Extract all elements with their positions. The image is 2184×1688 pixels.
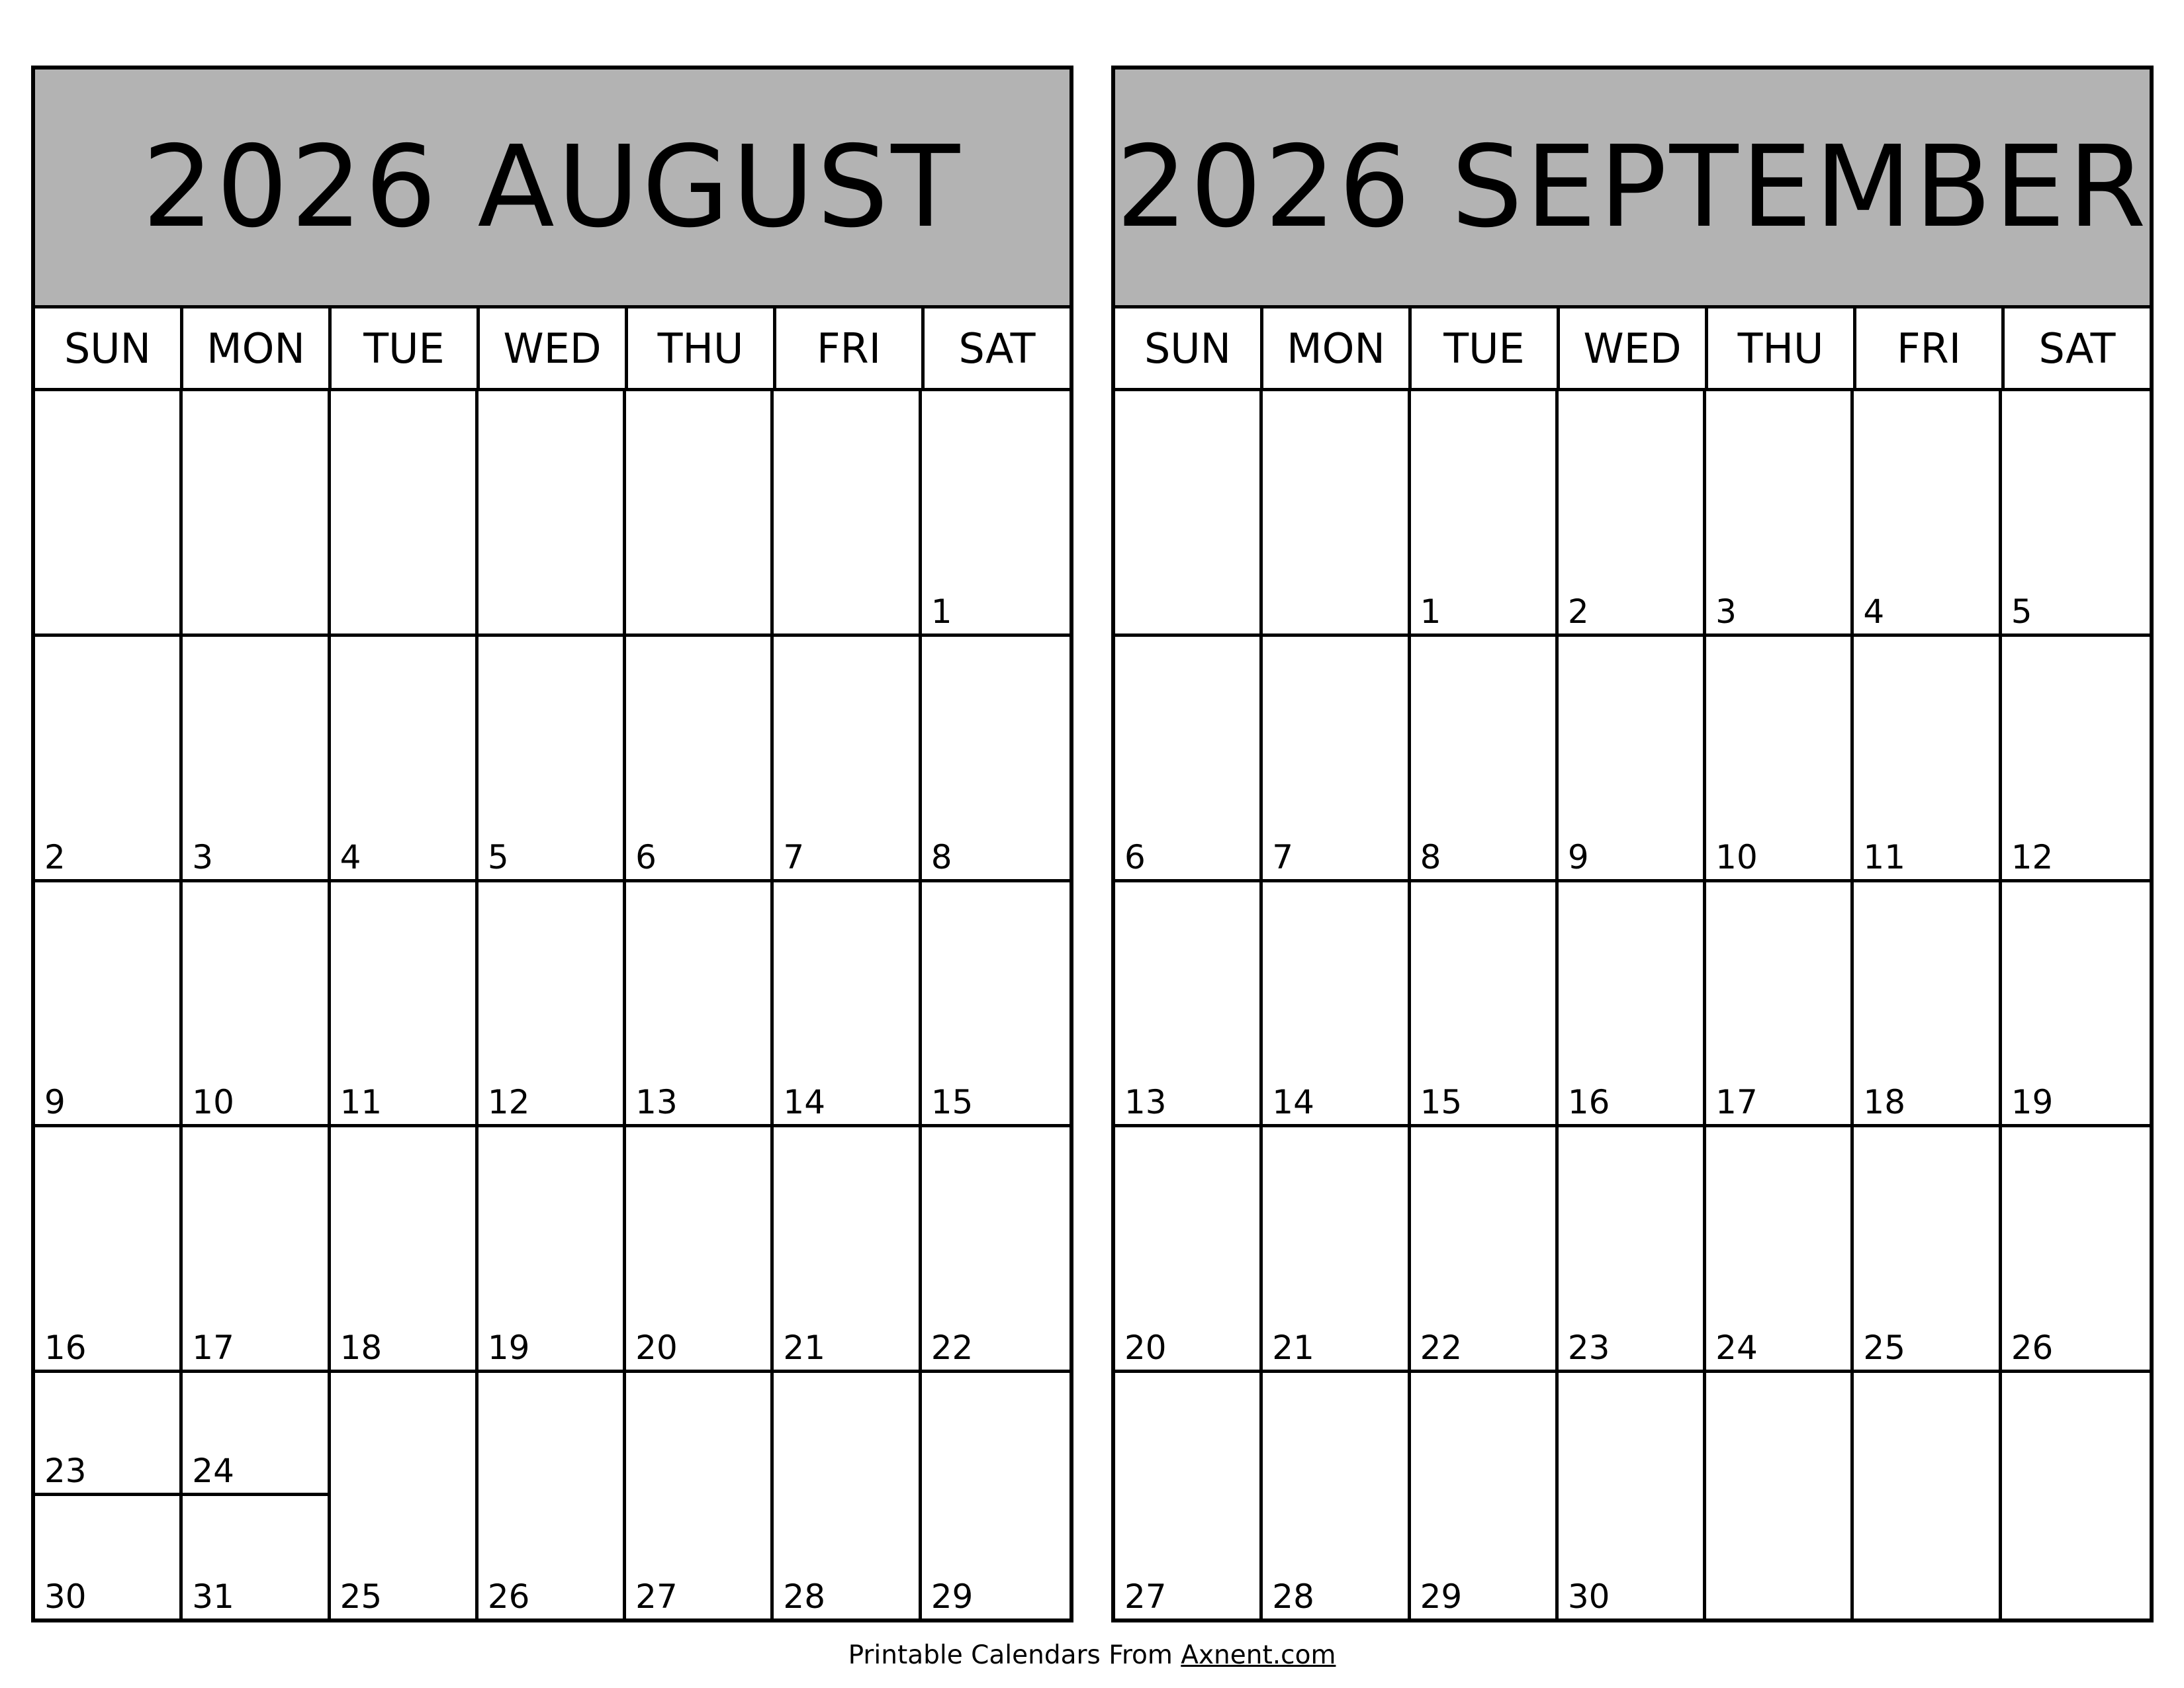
day-cell [774, 391, 921, 637]
day-number: 11 [340, 1083, 383, 1122]
day-cell [183, 1127, 330, 1373]
day-cell [331, 1127, 478, 1373]
weekday-wed: WED [1557, 308, 1705, 388]
day-cell [1854, 1373, 2001, 1618]
day-cell [1115, 637, 1263, 882]
day-number: 27 [635, 1577, 678, 1616]
day-number: 5 [2011, 592, 2032, 631]
day-cell [2002, 1373, 2150, 1618]
day-number: 26 [2011, 1329, 2054, 1368]
day-cell [478, 882, 626, 1128]
weekday-thu: THU [1705, 308, 1853, 388]
day-cell [922, 882, 1069, 1128]
day-number: 25 [340, 1577, 383, 1616]
day-cell [1411, 637, 1559, 882]
day-cell [626, 882, 774, 1128]
weekday-header-row [1115, 308, 2150, 391]
day-cell [1263, 882, 1410, 1128]
day-number: 11 [1863, 837, 1906, 876]
day-cell [774, 637, 921, 882]
day-cell [774, 882, 921, 1128]
day-number: 4 [340, 837, 361, 876]
day-number: 4 [1863, 592, 1885, 631]
day-cell [35, 1496, 183, 1618]
day-cell [626, 637, 774, 882]
day-cell [1263, 1373, 1410, 1618]
day-number: 9 [44, 1083, 66, 1122]
day-number: 18 [1863, 1083, 1906, 1122]
day-cell [1854, 882, 2001, 1128]
day-number: 10 [1715, 837, 1758, 876]
day-number: 24 [1715, 1329, 1758, 1368]
day-cell [35, 637, 183, 882]
day-cell [35, 882, 183, 1128]
day-number: 21 [1272, 1329, 1314, 1368]
day-cell [1706, 1373, 1854, 1618]
day-cell [1706, 1127, 1854, 1373]
weekday-sun: SUN [1144, 324, 1232, 373]
day-cell [922, 637, 1069, 882]
day-number: 16 [44, 1329, 87, 1368]
day-number: 13 [1124, 1083, 1167, 1122]
footer-link[interactable]: Axnent.com [1181, 1640, 1336, 1670]
august-calendar [31, 66, 1073, 1622]
day-number: 25 [1863, 1329, 1906, 1368]
day-cell [1706, 391, 1854, 637]
footer [0, 1640, 2184, 1670]
day-cell [2002, 1127, 2150, 1373]
footer-text: Printable Calendars From [848, 1640, 1181, 1670]
day-number: 20 [1124, 1329, 1167, 1368]
month-title: 2026 AUGUST [35, 70, 1069, 308]
day-grid [35, 391, 1069, 1618]
day-number: 28 [783, 1577, 826, 1616]
day-number: 29 [1420, 1577, 1463, 1616]
day-cell [331, 1373, 478, 1618]
day-number: 19 [2011, 1083, 2054, 1122]
day-cell [1854, 637, 2001, 882]
day-cell [626, 1373, 774, 1618]
day-cell [1115, 1373, 1263, 1618]
day-number: 14 [1272, 1083, 1314, 1122]
day-number: 2 [1567, 592, 1589, 631]
day-cell [1411, 1127, 1559, 1373]
day-cell [1411, 882, 1559, 1128]
month-title: 2026 SEPTEMBER [1115, 70, 2150, 308]
day-number: 6 [1124, 837, 1146, 876]
day-cell [922, 1127, 1069, 1373]
day-cell [2002, 882, 2150, 1128]
day-cell [1706, 637, 1854, 882]
weekday-mon: MON [1260, 308, 1408, 388]
day-number: 15 [1420, 1083, 1463, 1122]
day-cell [1854, 391, 2001, 637]
day-number: 6 [635, 837, 657, 876]
weekday-thu: THU [625, 308, 773, 388]
day-number: 23 [44, 1451, 87, 1490]
day-cell [1263, 637, 1410, 882]
day-number: 13 [635, 1083, 678, 1122]
day-cell [1263, 1127, 1410, 1373]
weekday-sat: SAT [921, 308, 1069, 388]
day-cell [183, 391, 330, 637]
day-cell [478, 1127, 626, 1373]
day-number: 1 [931, 592, 952, 631]
day-number: 30 [1567, 1577, 1610, 1616]
day-number: 5 [487, 837, 509, 876]
day-number: 12 [487, 1083, 530, 1122]
day-cell [183, 1496, 330, 1618]
day-number: 14 [783, 1083, 826, 1122]
day-cell [1559, 882, 1706, 1128]
day-number: 3 [192, 837, 214, 876]
day-cell [1263, 391, 1410, 637]
day-cell [2002, 637, 2150, 882]
day-number: 29 [931, 1577, 974, 1616]
day-number: 2 [44, 837, 66, 876]
day-cell [331, 882, 478, 1128]
day-number: 1 [1420, 592, 1441, 631]
weekday-fri: FRI [1853, 308, 2001, 388]
day-cell [1854, 1127, 2001, 1373]
day-number: 19 [487, 1329, 530, 1368]
day-number: 22 [931, 1329, 974, 1368]
day-number: 7 [783, 837, 805, 876]
day-cell [922, 391, 1069, 637]
day-cell [35, 1373, 183, 1495]
day-cell [478, 1373, 626, 1618]
day-number: 20 [635, 1329, 678, 1368]
day-cell [35, 1127, 183, 1373]
day-cell [1559, 637, 1706, 882]
weekday-sun: SUN [64, 324, 152, 373]
day-cell [331, 391, 478, 637]
day-number: 26 [487, 1577, 530, 1616]
day-number: 7 [1272, 837, 1294, 876]
day-cell [1559, 1127, 1706, 1373]
weekday-header-row [35, 308, 1069, 391]
weekday-tue: TUE [1408, 308, 1557, 388]
day-number: 18 [340, 1329, 383, 1368]
day-number: 27 [1124, 1577, 1167, 1616]
day-grid [1115, 391, 2150, 1618]
day-number: 28 [1272, 1577, 1314, 1616]
day-number: 12 [2011, 837, 2054, 876]
day-cell [1115, 882, 1263, 1128]
day-number: 23 [1567, 1329, 1610, 1368]
day-cell [183, 637, 330, 882]
day-number: 21 [783, 1329, 826, 1368]
day-number: 31 [192, 1577, 234, 1616]
day-number: 8 [931, 837, 952, 876]
day-cell [1115, 1127, 1263, 1373]
day-number: 16 [1567, 1083, 1610, 1122]
day-number: 10 [192, 1083, 234, 1122]
day-cell [183, 1373, 330, 1495]
weekday-tue: TUE [328, 308, 477, 388]
day-cell [626, 1127, 774, 1373]
day-number: 22 [1420, 1329, 1463, 1368]
day-cell [478, 637, 626, 882]
day-number: 3 [1715, 592, 1737, 631]
day-cell [331, 637, 478, 882]
day-cell [774, 1127, 921, 1373]
day-cell [1115, 391, 1263, 637]
weekday-sat: SAT [2001, 308, 2150, 388]
day-cell [35, 391, 183, 637]
day-cell [2002, 391, 2150, 637]
weekday-mon: MON [180, 308, 328, 388]
day-cell [1706, 882, 1854, 1128]
day-number: 30 [44, 1577, 87, 1616]
weekday-wed: WED [477, 308, 625, 388]
day-cell [774, 1373, 921, 1618]
weekday-fri: FRI [773, 308, 921, 388]
day-cell [1411, 1373, 1559, 1618]
day-cell [1559, 391, 1706, 637]
day-number: 17 [1715, 1083, 1758, 1122]
day-cell [922, 1373, 1069, 1618]
september-calendar [1111, 66, 2154, 1622]
day-cell [626, 391, 774, 637]
day-number: 24 [192, 1451, 234, 1490]
day-cell [1411, 391, 1559, 637]
day-number: 15 [931, 1083, 974, 1122]
day-number: 8 [1420, 837, 1441, 876]
day-number: 9 [1567, 837, 1589, 876]
day-number: 17 [192, 1329, 234, 1368]
day-cell [183, 882, 330, 1128]
day-cell [1559, 1373, 1706, 1618]
day-cell [478, 391, 626, 637]
